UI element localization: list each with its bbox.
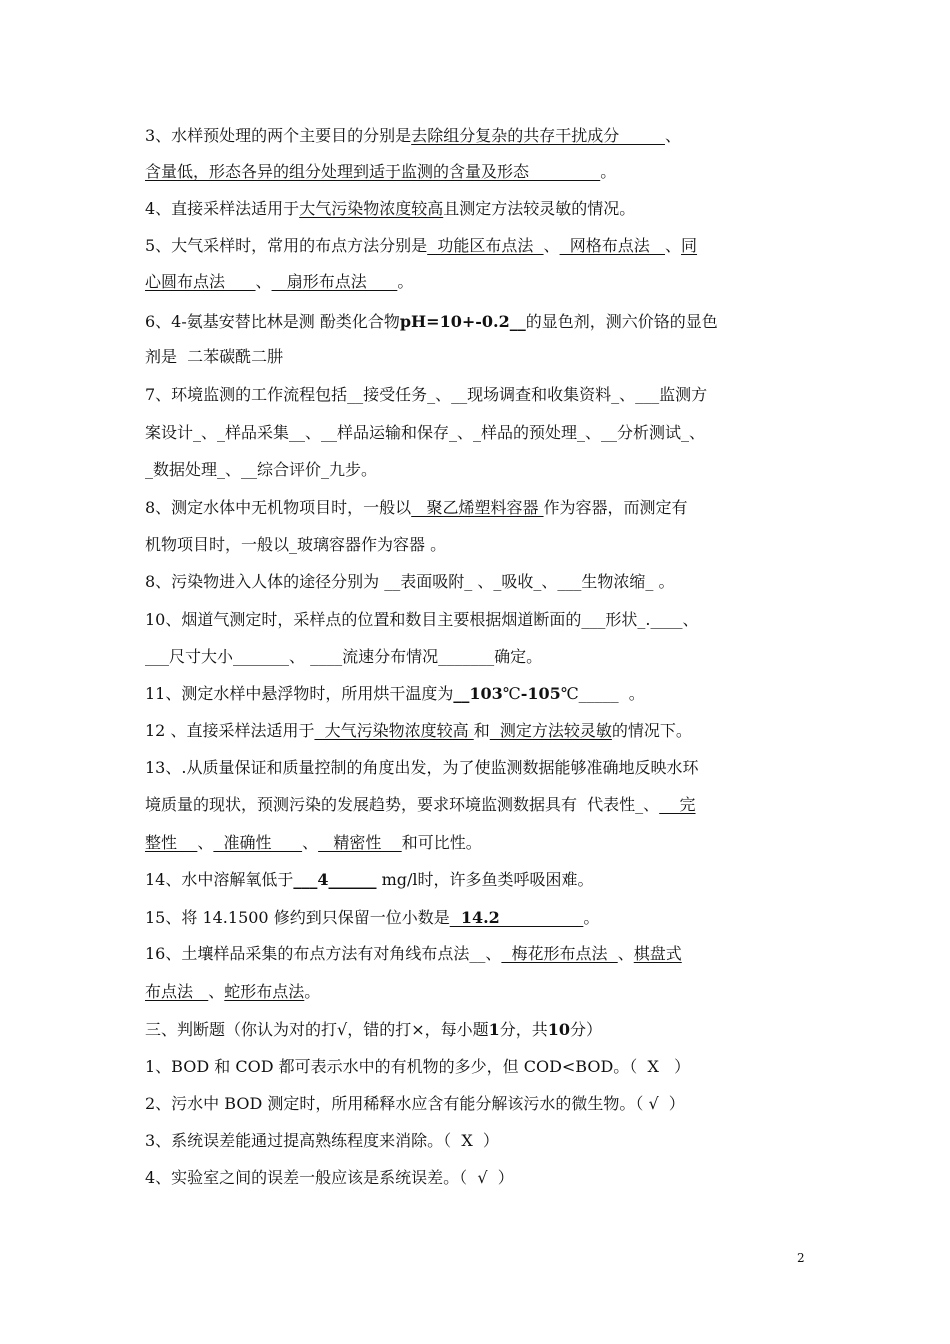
text-line xyxy=(145,423,809,443)
line-text: 3、水样预处理的两个主要目的分别是 xyxy=(145,126,412,145)
text-line xyxy=(145,721,809,741)
line-text: 15、将 14.1500 修约到只保留一位小数是 xyxy=(145,908,450,927)
answer-blank: 聚乙烯塑料容器 xyxy=(411,498,544,517)
line-text: 。 xyxy=(600,162,617,181)
line-text: 3、系统误差能通过提高熟练程度来消除。（ X ） xyxy=(145,1131,499,1150)
text-line xyxy=(145,236,809,256)
line-text: 三、判断题（你认为对的打√，错的打×，每小题 xyxy=(145,1020,489,1039)
text-line xyxy=(145,684,809,704)
line-text: 10、烟道气测定时，采样点的位置和数目主要根据烟道断面的___形状_.____、 xyxy=(145,610,699,629)
line-text: ℃_____ 。 xyxy=(560,684,645,703)
line-text: 的显色剂，测六价铬的显色 xyxy=(525,312,718,331)
answer-blank: 功能区布点法 xyxy=(427,236,544,255)
text-line xyxy=(145,944,809,964)
text-line xyxy=(145,1094,809,1114)
line-text: 的情况下。 xyxy=(611,721,692,740)
line-text: _数据处理_、__综合评价_九步。 xyxy=(145,460,378,479)
line-text: 8、污染物进入人体的途径分别为 __表面吸附_ 、_吸收_、___生物浓缩_ 。 xyxy=(145,572,675,591)
line-text: 、 xyxy=(208,982,225,1001)
text-line xyxy=(145,199,809,219)
answer-blank: 网格布点法 xyxy=(559,236,665,255)
line-text: 作为容器，而测定有 xyxy=(543,498,688,517)
line-text: 。 xyxy=(304,982,321,1001)
answer-blank: 准确性 xyxy=(213,833,303,852)
line-text: -105 xyxy=(520,684,561,703)
text-line xyxy=(145,535,809,555)
answer-blank: 蛇形布点法 xyxy=(224,982,305,1001)
text-line xyxy=(145,758,809,778)
line-text: 7、环境监测的工作流程包括__接受任务_、__现场调查和收集资料_、___监测方 xyxy=(145,385,708,404)
text-line xyxy=(145,1057,809,1077)
line-text: __103 xyxy=(453,684,503,703)
line-text: 8、测定水体中无机物项目时，一般以 xyxy=(145,498,412,517)
text-line xyxy=(145,870,809,890)
line-text: 14、水中溶解氧低于 xyxy=(145,870,294,889)
answer-blank: 14.2 xyxy=(449,908,584,927)
text-line xyxy=(145,795,809,815)
answer-blank: 心圆布点法 xyxy=(145,272,256,291)
line-text: 、 xyxy=(197,833,214,852)
line-text: 1、BOD 和 COD 都可表示水中的有机物的多少，但 COD<BOD。（ X ） xyxy=(145,1057,691,1076)
line-text: pH=10+-0.2__ xyxy=(399,312,526,331)
line-text: 12 、直接采样法适用于 xyxy=(145,721,315,740)
text-line xyxy=(145,982,809,1002)
text-line xyxy=(145,162,809,182)
answer-blank: 完 xyxy=(659,795,696,814)
line-text: ___尺寸大小_______、 ____流速分布情况_______确定。 xyxy=(145,647,543,666)
line-text: 1 xyxy=(488,1020,500,1039)
line-text: 案设计_、_样品采集__、__样品运输和保存_、_样品的预处理_、__分析测试_、 xyxy=(145,423,706,442)
line-text: 6、4-氨基安替比林是测 酚类化合物 xyxy=(145,312,400,331)
line-text: 4、直接采样法适用于 xyxy=(145,199,300,218)
line-text: 和 xyxy=(473,721,490,740)
line-text: 、 xyxy=(665,236,682,255)
line-text: 4、实验室之间的误差一般应该是系统误差。（ √ ） xyxy=(145,1168,514,1187)
text-line xyxy=(145,610,809,630)
text-line xyxy=(145,1131,809,1151)
line-text: 10 xyxy=(547,1020,571,1039)
line-text: 和可比性。 xyxy=(401,833,482,852)
text-line xyxy=(145,272,809,292)
answer-blank: 大气污染物浓度较高 xyxy=(299,199,444,218)
line-text: 、 xyxy=(255,272,272,291)
line-text: ℃ xyxy=(502,684,521,703)
text-line xyxy=(145,647,809,667)
line-text: 、 xyxy=(664,126,681,145)
line-text: 、 xyxy=(302,833,319,852)
answer-blank: 去除组分复杂的共存干扰成分 xyxy=(411,126,665,145)
line-text: ___4______ xyxy=(293,870,377,889)
text-line xyxy=(145,908,809,928)
text-line xyxy=(145,498,809,518)
text-line xyxy=(145,1168,809,1188)
line-text: 2、污水中 BOD 测定时，所用稀释水应含有能分解该污水的微生物。（ √ ） xyxy=(145,1094,685,1113)
line-text: 。 xyxy=(397,272,414,291)
line-text: 。 xyxy=(583,908,600,927)
answer-blank: 精密性 xyxy=(318,833,402,852)
text-line xyxy=(145,126,809,146)
line-text: 分） xyxy=(570,1020,603,1039)
line-text: 13、.从质量保证和质量控制的角度出发，为了使监测数据能够准确地反映水环 xyxy=(145,758,699,777)
answer-blank: 梅花形布点法 xyxy=(501,944,618,963)
text-line xyxy=(145,1020,809,1040)
line-text: 且测定方法较灵敏的情况。 xyxy=(443,199,636,218)
line-text: 、 xyxy=(617,944,634,963)
line-text: 境质量的现状，预测污染的发展趋势，要求环境监测数据具有 代表性_、 xyxy=(145,795,660,814)
answer-blank: 同 xyxy=(681,236,698,255)
text-line xyxy=(145,312,809,332)
text-line xyxy=(145,385,809,405)
answer-blank: 整性 xyxy=(145,833,198,852)
text-line xyxy=(145,572,809,592)
answer-blank: 含量低，形态各异的组分处理到适于监测的含量及形态 xyxy=(145,162,601,181)
answer-blank: 测定方法较灵敏 xyxy=(489,721,612,740)
page-number: 2 xyxy=(797,1251,805,1265)
line-text: mg/l时，许多鱼类呼吸困难。 xyxy=(376,870,594,889)
line-text: 剂是 二苯碳酰二肼 xyxy=(145,347,284,366)
answer-blank: 布点法 xyxy=(145,982,209,1001)
text-line xyxy=(145,347,809,367)
answer-blank: 扇形布点法 xyxy=(271,272,398,291)
answer-blank: 棋盘式 xyxy=(633,944,682,963)
line-text: 16、土壤样品采集的布点方法有对角线布点法__、 xyxy=(145,944,502,963)
text-line xyxy=(145,460,809,480)
line-text: 5、大气采样时，常用的布点方法分别是 xyxy=(145,236,428,255)
line-text: 、 xyxy=(543,236,560,255)
line-text: 分，共 xyxy=(499,1020,548,1039)
text-line xyxy=(145,833,809,853)
answer-blank: 大气污染物浓度较高 xyxy=(314,721,474,740)
line-text: 机物项目时，一般以_玻璃容器作为容器 。 xyxy=(145,535,447,554)
line-text: 11、测定水样中悬浮物时，所用烘干温度为 xyxy=(145,684,454,703)
